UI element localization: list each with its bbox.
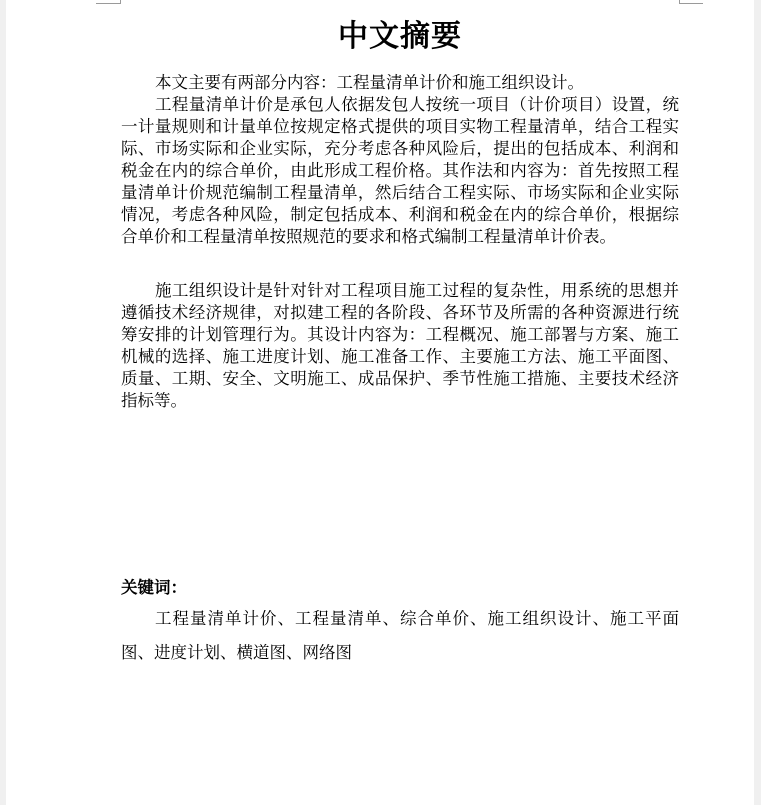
crop-mark-top-right-vertical [679, 0, 680, 4]
crop-mark-top-right [679, 3, 703, 4]
page-title: 中文摘要 [338, 19, 462, 54]
paragraph-intro: 本文主要有两部分内容：工程量清单计价和施工组织设计。 [155, 73, 584, 92]
keywords-label: 关键词： [121, 578, 187, 597]
paragraph-construction-design: 施工组织设计是针对针对工程项目施工过程的复杂性，用系统的思想并遵循技术经济规律，对拟建工程的各阶段、各环节及所需的各种资源进行统筹安排的计划管理行为。其设计内容为：工程概况、施工部署与方案、施工机械的选择、施工进度计划、施工准备工作、主要施工方法、施工平面图、质量、工期、安全、文明施工、成品保护、季节性施工措施、主要技术经济指标等。 [121, 281, 679, 410]
keywords-text: 工程量清单计价、工程量清单、综合单价、施工组织设计、施工平面图、进度计划、横道图、网络图 [121, 609, 679, 662]
left-gutter [0, 0, 6, 805]
crop-mark-top-left-vertical [120, 0, 121, 4]
paragraph-bill-of-quantities: 工程量清单计价是承包人依据发包人按统一项目（计价项目）设置，统一计量规则和计量单位按规定格式提供的项目实物工程量清单，结合工程实际、市场实际和企业实际，充分考虑各种风险后，提出的包括成本、利润和税金在内的综合单价，由此形成工程价格。其作法和内容为：首先按照工程量清单计价规范编制工程量清单，然后结合工程实际、市场实际和企业实际情况，考虑各种风险，制定包括成本、利润和税金在内的综合单价，根据综合单价和工程量清单按照规范的要求和格式编制工程量清单计价表。 [121, 95, 679, 246]
crop-mark-top-left [96, 3, 120, 4]
right-gutter [754, 0, 761, 805]
